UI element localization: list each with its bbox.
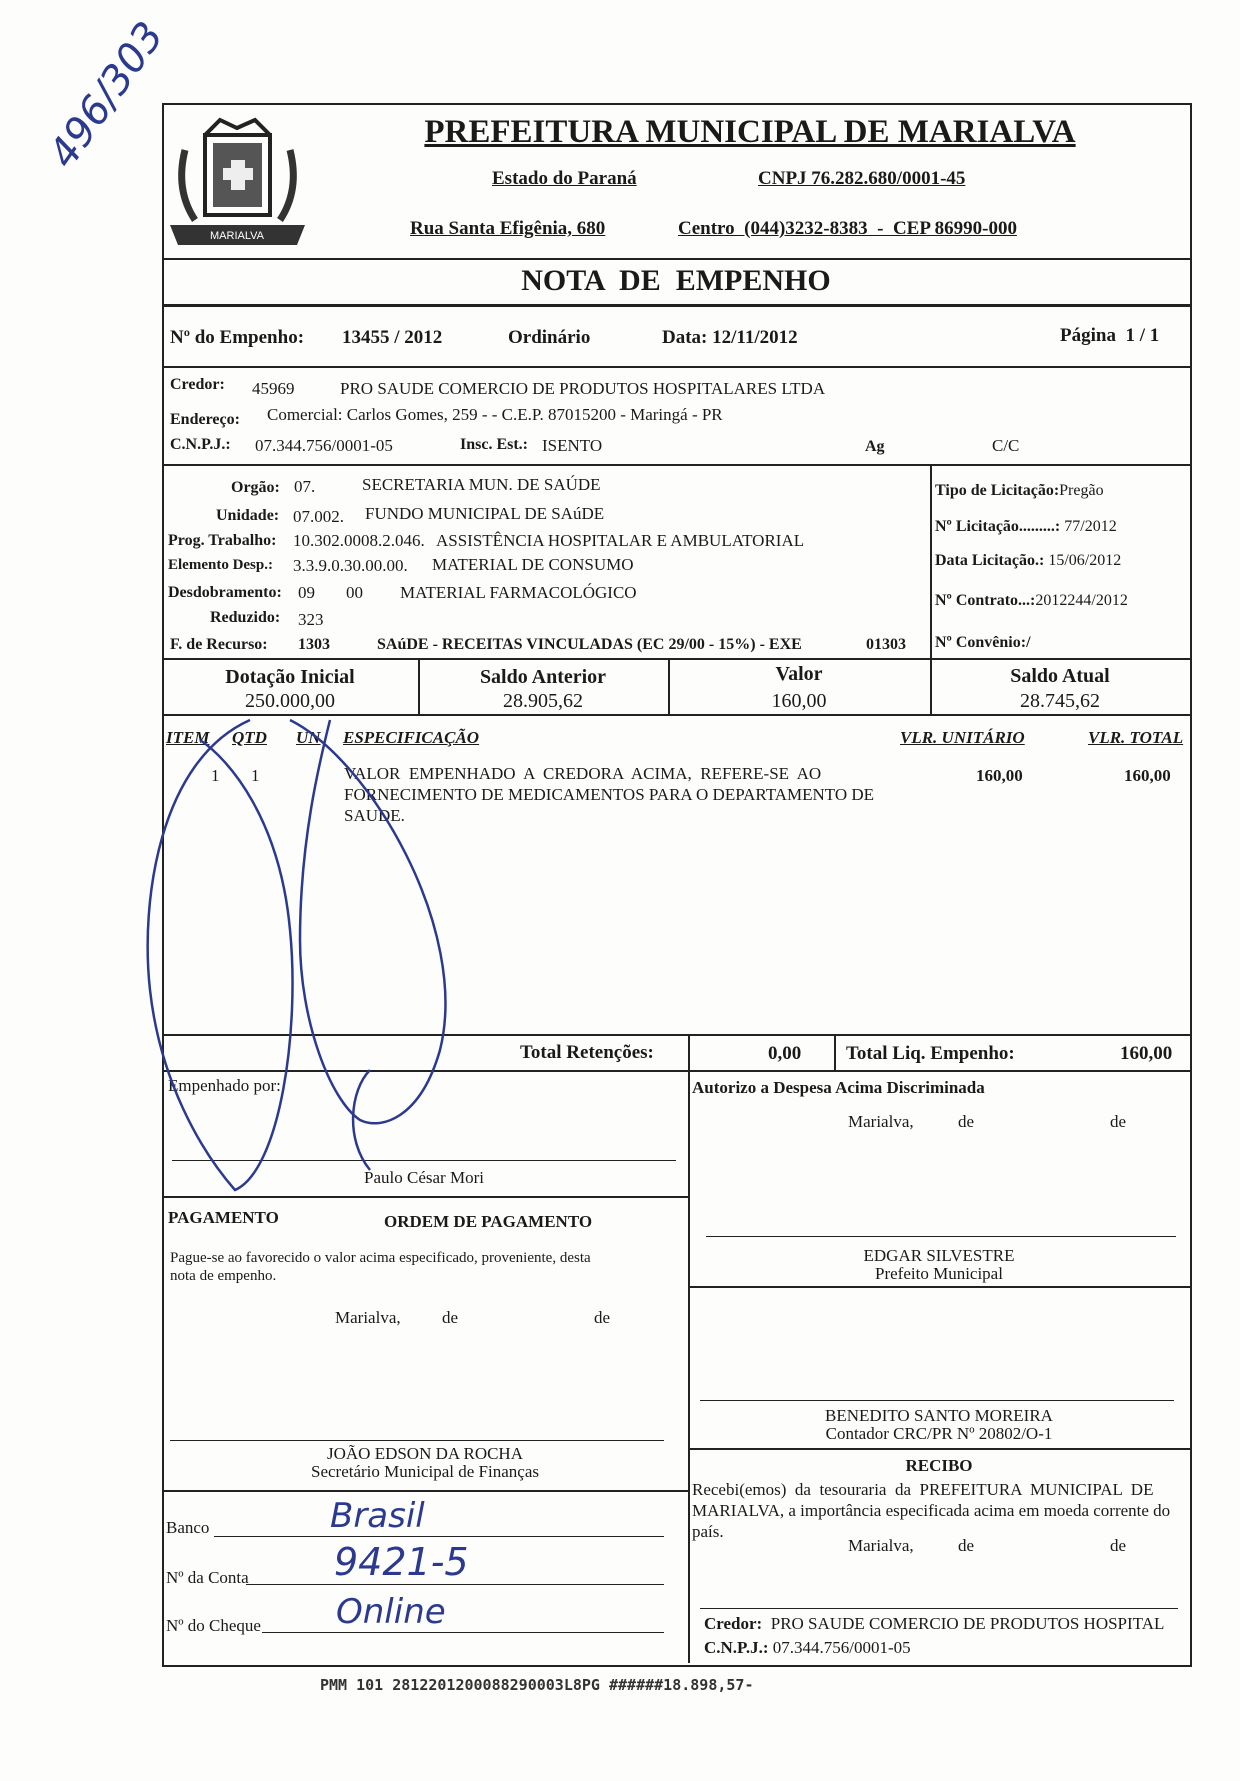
col-un: UN xyxy=(296,728,321,747)
recurso-number: 01303 xyxy=(866,636,906,653)
numero-licitacao: Nº Licitação.........: 77/2012 xyxy=(935,518,1117,535)
recurso-code: 1303 xyxy=(298,636,330,653)
header-cnpj: CNPJ 76.282.680/0001-45 xyxy=(758,168,966,189)
saldo-anterior-value: 28.905,62 xyxy=(503,690,583,712)
recurso-label: F. de Recurso: xyxy=(170,636,268,653)
elem-code: 3.3.9.0.30.00.00. xyxy=(293,556,408,575)
secretario-role: Secretário Municipal de Finanças xyxy=(310,1462,539,1481)
dotacao-label: Dotação Inicial xyxy=(225,666,355,688)
numero-contrato: Nº Contrato...:2012244/2012 xyxy=(935,592,1128,609)
reduzido-label: Reduzido: xyxy=(210,609,281,626)
empenhado-por-label: Empenhado por: xyxy=(168,1076,281,1095)
total-liquido-label: Total Liq. Empenho: xyxy=(846,1043,1015,1064)
pagamento-label: PAGAMENTO xyxy=(168,1208,279,1227)
retencoes-value: 0,00 xyxy=(768,1043,802,1064)
pagamento-de1: de xyxy=(442,1308,459,1327)
unidade-name: FUNDO MUNICIPAL DE SAúDE xyxy=(365,504,605,523)
retencoes-label: Total Retenções: xyxy=(520,1042,654,1063)
desd-code1: 09 xyxy=(298,583,315,602)
banco-label: Banco xyxy=(166,1518,210,1537)
item-spec-line2: FORNECIMENTO DE MEDICAMENTOS PARA O DEPARTAMENTO DE xyxy=(344,785,875,804)
col-unit: VLR. UNITÁRIO xyxy=(900,728,1025,747)
header-title: PREFEITURA MUNICIPAL DE MARIALVA xyxy=(424,114,1076,150)
saldo-anterior-label: Saldo Anterior xyxy=(479,666,607,688)
desd-name: MATERIAL FARMACOLÓGICO xyxy=(400,583,637,602)
recibo-credor: Credor: PRO SAUDE COMERCIO DE PRODUTOS HOSPITAL xyxy=(704,1614,1165,1633)
insc-label: Insc. Est.: xyxy=(460,436,529,453)
tipo-licitacao: Tipo de Licitação:Pregão xyxy=(935,482,1104,499)
municipal-seal-icon xyxy=(165,110,310,260)
empenho-page: Página 1 / 1 xyxy=(1060,325,1160,346)
margin-note: 496/303 xyxy=(40,13,173,177)
pagamento-text-line1: Pague-se ao favorecido o valor acima especificado, proveniente, desta xyxy=(170,1250,591,1266)
pen-scribble-icon xyxy=(140,700,480,1200)
empenhado-por-name: Paulo César Mori xyxy=(364,1168,484,1187)
banco-value: Brasil xyxy=(330,1496,425,1536)
recibo-text-line3: país. xyxy=(692,1522,724,1541)
doc-title: NOTA DE EMPENHO xyxy=(521,264,831,297)
numero-convenio: Nº Convênio:/ xyxy=(935,634,1031,651)
item-number: 1 xyxy=(211,766,220,785)
empenho-date: Data: 12/11/2012 xyxy=(662,327,798,348)
col-qtd: QTD xyxy=(232,728,267,747)
empenho-type: Ordinário xyxy=(508,327,591,348)
prog-label: Prog. Trabalho: xyxy=(168,532,277,549)
autorizo-label: Autorizo a Despesa Acima Discriminada xyxy=(692,1078,985,1097)
prog-code: 10.302.0008.2.046. xyxy=(293,531,425,550)
orgao-code: 07. xyxy=(294,477,316,496)
header-district-phone-cep: Centro (044)3232-8383 - CEP 86990-000 xyxy=(678,218,1017,239)
recurso-name: SAúDE - RECEITAS VINCULADAS (EC 29/00 - 15%) - EXE xyxy=(377,636,802,653)
item-unit-value: 160,00 xyxy=(976,766,1023,785)
unidade-label: Unidade: xyxy=(216,507,280,524)
col-item: ITEM xyxy=(166,728,210,747)
footer-code: PMM 101 2812201200088290003L8PG ######18.898,57- xyxy=(320,1676,754,1694)
pagamento-city: Marialva, xyxy=(335,1308,401,1327)
item-qtd: 1 xyxy=(251,766,260,785)
credor-name: PRO SAUDE COMERCIO DE PRODUTOS HOSPITALARES LTDA xyxy=(340,379,826,398)
cc-label: C/C xyxy=(992,436,1020,455)
recibo-de1: de xyxy=(958,1536,975,1555)
contador-role: Contador CRC/PR Nº 20802/O-1 xyxy=(825,1424,1053,1443)
unidade-code: 07.002. xyxy=(293,507,344,526)
saldo-atual-label: Saldo Atual xyxy=(1010,665,1110,687)
data-licitacao: Data Licitação.: 15/06/2012 xyxy=(935,552,1122,569)
recibo-text-line1: Recebi(emos) da tesouraria da PREFEITURA MUNICIPAL DE xyxy=(692,1480,1154,1499)
header-address: Rua Santa Efigênia, 680 xyxy=(410,218,606,239)
pagamento-de2: de xyxy=(594,1308,611,1327)
valor-value: 160,00 xyxy=(771,690,827,712)
seal-text: MARIALVA xyxy=(210,230,264,242)
autorizo-de1: de xyxy=(958,1112,975,1131)
secretario-name: JOÃO EDSON DA ROCHA xyxy=(327,1444,523,1463)
recibo-city: Marialva, xyxy=(848,1536,914,1555)
autorizo-de2: de xyxy=(1110,1112,1127,1131)
credor-insc: ISENTO xyxy=(542,436,603,455)
empenho-number: 13455 / 2012 xyxy=(342,327,443,348)
elem-label: Elemento Desp.: xyxy=(168,557,273,573)
conta-value: 9421-5 xyxy=(334,1540,469,1584)
item-spec-line3: SAUDE. xyxy=(344,806,405,825)
elem-name: MATERIAL DE CONSUMO xyxy=(432,555,634,574)
credor-address: Comercial: Carlos Gomes, 259 - - C.E.P. 87015200 - Maringá - PR xyxy=(267,405,723,424)
address-label: Endereço: xyxy=(170,411,240,428)
reduzido-code: 323 xyxy=(298,610,324,629)
pagamento-text-line2: nota de empenho. xyxy=(170,1268,277,1284)
item-spec-line1: VALOR EMPENHADO A CREDORA ACIMA, REFERE-SE AO xyxy=(344,764,822,783)
ordem-pagamento-label: ORDEM DE PAGAMENTO xyxy=(384,1212,593,1231)
empenho-number-label: Nº do Empenho: xyxy=(170,327,305,348)
cnpj-label: C.N.P.J.: xyxy=(170,436,231,453)
autorizo-city: Marialva, xyxy=(848,1112,914,1131)
col-spec: ESPECIFICAÇÃO xyxy=(343,728,480,747)
recibo-de2: de xyxy=(1110,1536,1127,1555)
item-total-value: 160,00 xyxy=(1124,766,1171,785)
header-state: Estado do Paraná xyxy=(492,168,637,189)
ag-label: Ag xyxy=(865,438,885,455)
recibo-label: RECIBO xyxy=(905,1456,973,1475)
valor-label: Valor xyxy=(775,663,823,685)
recibo-cnpj: C.N.P.J.: 07.344.756/0001-05 xyxy=(704,1638,911,1657)
orgao-name: SECRETARIA MUN. DE SAÚDE xyxy=(362,475,601,494)
prefeito-role: Prefeito Municipal xyxy=(875,1264,1003,1283)
credor-cnpj: 07.344.756/0001-05 xyxy=(255,436,393,455)
credor-label: Credor: xyxy=(170,376,225,393)
credor-code: 45969 xyxy=(252,379,295,398)
recibo-text-line2: MARIALVA, a importância especificada acima em moeda corrente do xyxy=(692,1501,1171,1520)
conta-label: Nº da Conta xyxy=(166,1568,249,1587)
desd-label: Desdobramento: xyxy=(168,584,282,601)
desd-code2: 00 xyxy=(346,583,363,602)
prefeito-name: EDGAR SILVESTRE xyxy=(863,1246,1015,1265)
contador-name: BENEDITO SANTO MOREIRA xyxy=(825,1406,1053,1425)
orgao-label: Orgão: xyxy=(231,479,280,496)
cheque-value: Online xyxy=(336,1592,446,1632)
cheque-label: Nº do Cheque xyxy=(166,1616,261,1635)
col-total: VLR. TOTAL xyxy=(1088,728,1184,747)
dotacao-value: 250.000,00 xyxy=(245,690,335,712)
total-liquido-value: 160,00 xyxy=(1120,1043,1173,1064)
saldo-atual-value: 28.745,62 xyxy=(1020,690,1100,712)
prog-name: ASSISTÊNCIA HOSPITALAR E AMBULATORIAL xyxy=(436,531,805,550)
